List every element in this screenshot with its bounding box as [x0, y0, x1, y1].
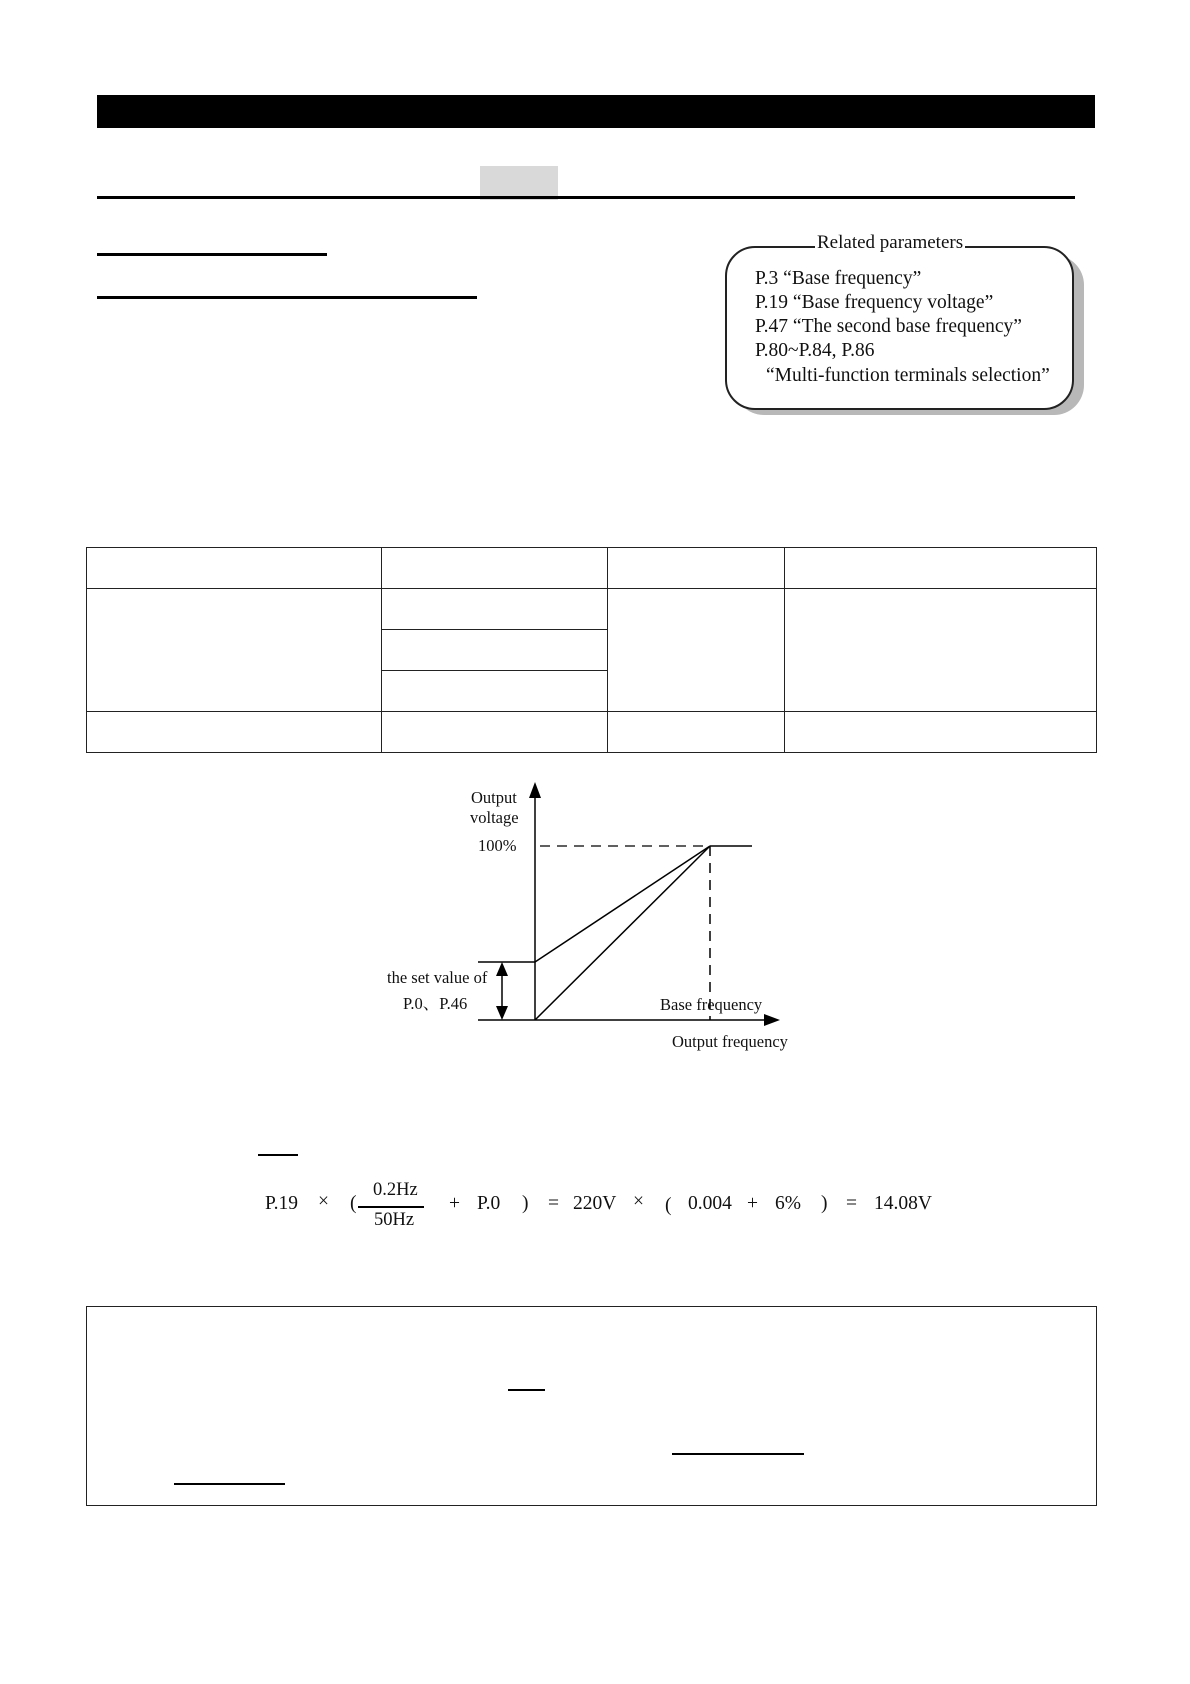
- graph-setvalue-line1: the set value of: [387, 968, 488, 987]
- graph-xlabel: Output frequency: [672, 1032, 788, 1051]
- formula-denominator: 50Hz: [374, 1210, 415, 1230]
- formula-open-paren: (: [350, 1193, 357, 1214]
- example-underline: [258, 1154, 298, 1156]
- formula-220v: 220V: [573, 1193, 617, 1214]
- formula-open-paren-2: (: [665, 1195, 672, 1216]
- formula-equals-1: =: [548, 1193, 559, 1214]
- boosted-vf-curve: [535, 846, 710, 962]
- formula-close-paren: ): [522, 1193, 529, 1214]
- y-axis-arrow: [529, 782, 541, 798]
- related-parameters-title: Related parameters: [817, 232, 964, 253]
- boost-arrow-bottom: [496, 1006, 508, 1020]
- x-axis-arrow: [764, 1014, 780, 1026]
- formula-6pct: 6%: [775, 1193, 801, 1214]
- boost-arrow-top: [496, 962, 508, 976]
- note-underline-3: [174, 1483, 285, 1485]
- formula-result: 14.08V: [874, 1193, 932, 1214]
- graph-ylabel-output: Output: [471, 788, 517, 807]
- linear-vf-curve: [535, 846, 710, 1020]
- related-param-multifunction: “Multi-function terminals selection”: [766, 365, 1050, 386]
- note-underline-2: [672, 1453, 804, 1455]
- note-underline-1: [508, 1389, 545, 1391]
- formula-times-2: ×: [633, 1191, 644, 1212]
- graph-ylabel-voltage: voltage: [470, 808, 519, 827]
- formula-equals-2: =: [846, 1193, 857, 1214]
- formula-0004: 0.004: [688, 1193, 732, 1214]
- formula-numerator: 0.2Hz: [373, 1180, 418, 1200]
- related-param-p47: P.47 “The second base frequency”: [755, 316, 1022, 337]
- graph-setvalue-line2: P.0、P.46: [403, 994, 468, 1013]
- graph-base-frequency-label: Base frequency: [660, 995, 763, 1014]
- formula-times-1: ×: [318, 1191, 329, 1212]
- related-param-p80-p86: P.80~P.84, P.86: [755, 340, 875, 361]
- formula-p19: P.19: [265, 1193, 299, 1214]
- formula-plus-1: +: [449, 1193, 460, 1214]
- formula-p0: P.0: [477, 1193, 501, 1214]
- formula-fraction-bar: [358, 1206, 424, 1208]
- related-param-p3: P.3 “Base frequency”: [755, 268, 922, 289]
- related-param-p19: P.19 “Base frequency voltage”: [755, 292, 994, 313]
- graph-tick-100: 100%: [478, 836, 517, 855]
- note-box: [86, 1306, 1097, 1506]
- formula-plus-2: +: [747, 1193, 758, 1214]
- formula-close-paren-2: ): [821, 1193, 828, 1214]
